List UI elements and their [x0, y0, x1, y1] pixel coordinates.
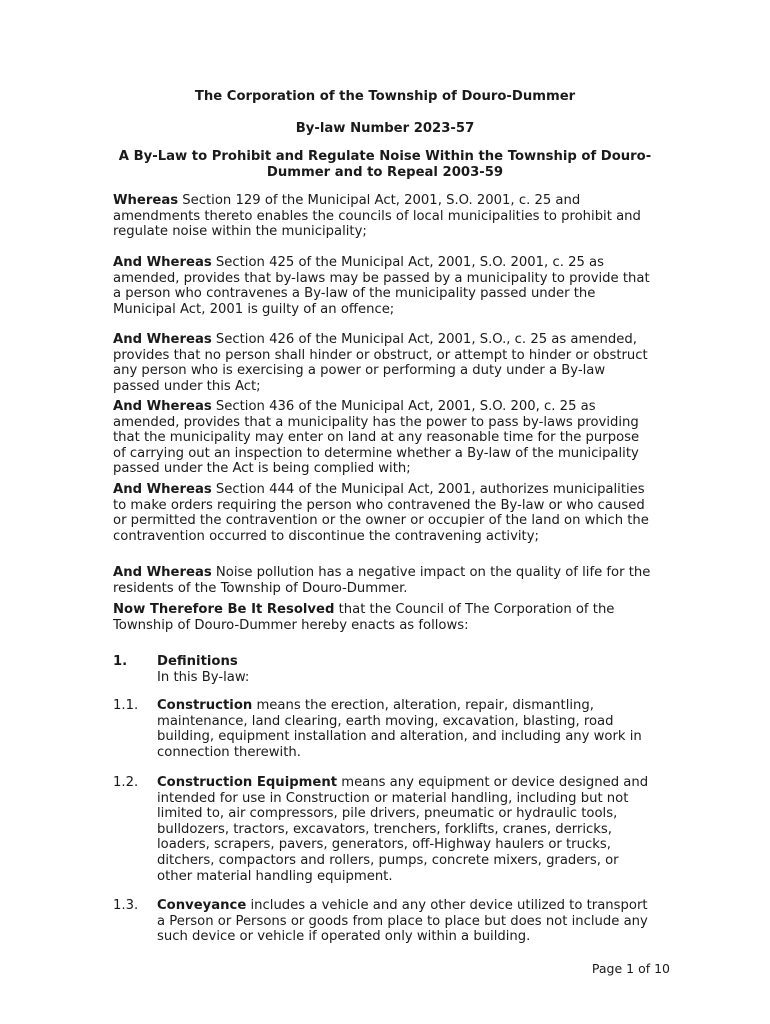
definition-term: Construction: [157, 698, 253, 713]
section-heading: Definitions: [157, 654, 238, 669]
recital-2: [113, 255, 653, 317]
enacting-clause: [113, 602, 653, 633]
corporation-heading: The Corporation of the Township of Douro-Dummer: [194, 89, 576, 104]
recital-lead: Now Therefore Be It Resolved: [113, 602, 335, 617]
recital-text: Section 444 of the Municipal Act, 2001, authorizes municipalities to make orders requiring the person who contravened the By-law or who caused or permitted the contravention or the owner or occupier of the land on which the contravention occurred to discontinue the contravening activity;: [113, 482, 649, 544]
section-intro: In this By-law:: [157, 670, 250, 685]
definition-conveyance: [157, 898, 657, 945]
recital-lead: Whereas: [113, 193, 179, 208]
recital-text: that the Council of The Corporation of the Township of Douro-Dummer hereby enacts as follows:: [113, 602, 615, 633]
section-number: 1.: [113, 654, 128, 669]
definition-text: means any equipment or device designed and intended for use in Construction or material handling, including but not limited to, air compressors, pile drivers, pneumatic or hydraulic tools, bulldozers, tractors, excavators, trenchers, forklifts, cranes, derricks, loaders, scrapers, pavers, generators, off-Highway haulers or trucks, ditchers, compactors and rollers, pumps, concrete mixers, graders, or other material handling equipment.: [157, 775, 649, 884]
recital-text: Section 436 of the Municipal Act, 2001, S.O. 200, c. 25 as amended, provides that a municipality has the power to pass by-laws providing that the municipality may enter on land at any reasonable time for the purpose of carrying out an inspection to determine whether a By-law of the municipality passed under the Act is being complied with;: [113, 399, 640, 477]
definition-construction-equipment: [157, 775, 657, 884]
recital-text: Section 426 of the Municipal Act, 2001, S.O., c. 25 as amended, provides that no person shall hinder or obstruct, or attempt to hinder or obstruct any person who is exercising a power or performing a duty under a By-law passed under this Act;: [113, 332, 648, 394]
definition-number: 1.3.: [113, 898, 139, 913]
recital-text: Section 425 of the Municipal Act, 2001, S.O. 2001, c. 25 as amended, provides that by-laws may be passed by a municipality to provide that a person who contravenes a By-law of the municipality passed under the Municipal Act, 2001 is guilty of an offence;: [113, 255, 650, 317]
recital-3: [113, 332, 653, 394]
recital-lead: And Whereas: [113, 255, 212, 270]
definition-term: Construction Equipment: [157, 775, 338, 790]
recital-5: [113, 482, 653, 544]
recital-lead: And Whereas: [113, 482, 212, 497]
definition-text: means the erection, alteration, repair, dismantling, maintenance, land clearing, earth moving, excavation, blasting, road building, equipment installation and alteration, and including any work in connection therewith.: [157, 698, 642, 760]
definition-term: Conveyance: [157, 898, 247, 913]
page-number: Page 1 of 10: [591, 961, 670, 976]
recital-lead: And Whereas: [113, 399, 212, 414]
recital-text: Noise pollution has a negative impact on the quality of life for the residents of the Township of Douro-Dummer.: [113, 565, 651, 596]
definition-number: 1.2.: [113, 775, 139, 790]
definition-number: 1.1.: [113, 698, 139, 713]
definition-construction: [157, 698, 657, 760]
recital-1: [113, 193, 653, 240]
recital-lead: And Whereas: [113, 332, 212, 347]
definition-text: includes a vehicle and any other device utilized to transport a Person or Persons or goods from place to place but does not include any such device or vehicle if operated only within a building.: [157, 898, 648, 945]
recital-4: [113, 399, 653, 477]
bylaw-title: A By-Law to Prohibit and Regulate Noise Within the Township of Douro-Dummer and to Repeal 2003-59: [118, 149, 652, 180]
bylaw-number: By-law Number 2023-57: [295, 121, 475, 136]
recital-6: [113, 565, 653, 596]
recital-lead: And Whereas: [113, 565, 212, 580]
recital-text: Section 129 of the Municipal Act, 2001, S.O. 2001, c. 25 and amendments thereto enables the councils of local municipalities to prohibit and regulate noise within the municipality;: [113, 193, 641, 240]
